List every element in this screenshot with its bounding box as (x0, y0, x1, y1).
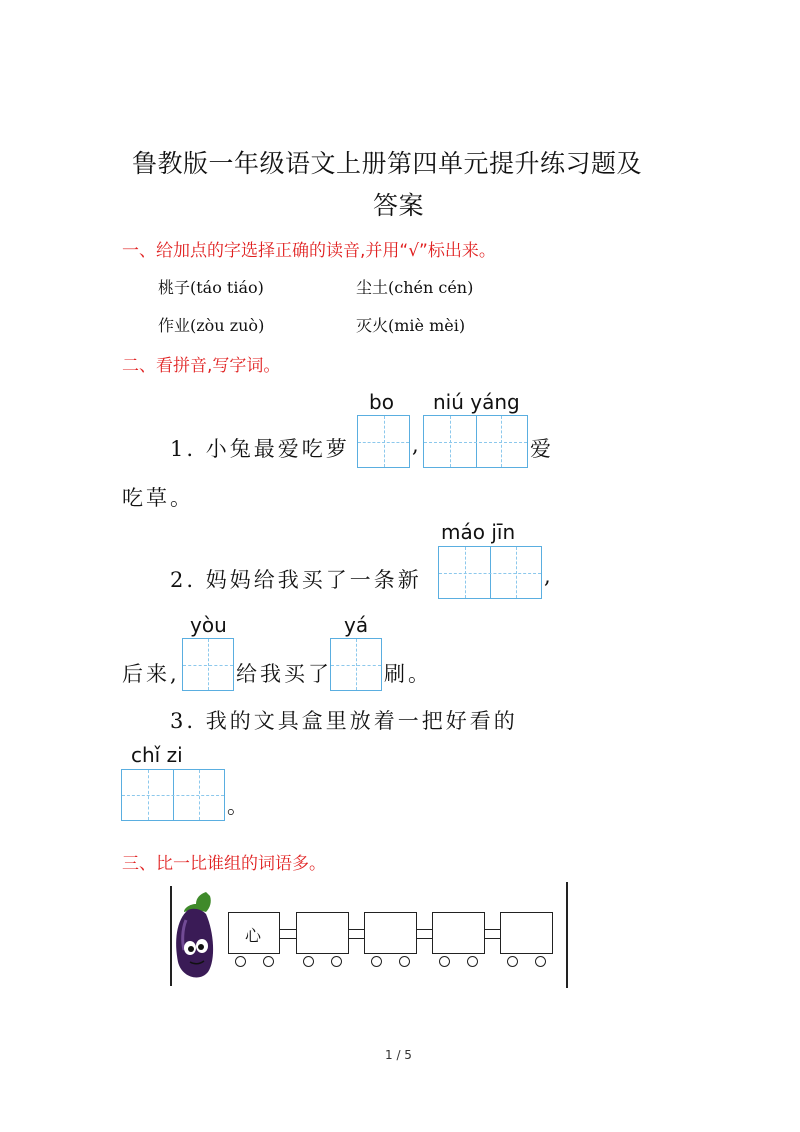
q2-writing-box-2[interactable] (182, 638, 234, 691)
q1-pinyin-niuyang: niú yáng (433, 390, 520, 414)
q1-text: 1. 小兔最爱吃萝 (170, 437, 350, 461)
section2-heading: 二、看拼音,写字词。 (122, 356, 281, 376)
train-car-1[interactable] (228, 912, 280, 954)
q1-text-after: 爱 (530, 437, 554, 461)
s1-item-3: 作业(zòu zuò) (158, 316, 265, 335)
q3-end: 。 (227, 794, 251, 818)
s1-item-1: 桃子(táo tiáo) (158, 278, 264, 297)
s1-item-2: 尘土(chén cén) (356, 278, 474, 297)
q1-pinyin-bo: bo (369, 390, 394, 414)
q2-text-line2-a: 后来, (122, 662, 180, 686)
page-number: 1 / 5 (385, 1048, 412, 1062)
q2-pinyin-maojin: máo jīn (441, 520, 516, 544)
q2-pinyin-you: yòu (190, 613, 227, 637)
q1-text-line2: 吃草。 (122, 486, 194, 510)
q2-pinyin-ya: yá (344, 613, 369, 637)
page-title-line2: 答案 (373, 191, 425, 220)
q3-text: 3. 我的文具盒里放着一把好看的 (170, 709, 518, 733)
train-car-3[interactable] (364, 912, 417, 954)
train-coupler-1 (280, 929, 296, 939)
train-car-5[interactable] (500, 912, 553, 954)
q1-writing-box-2[interactable] (423, 415, 528, 468)
train-car-1-label: 心 (245, 926, 262, 945)
section1-heading: 一、给加点的字选择正确的读音,并用“√”标出来。 (122, 241, 496, 261)
wheel-icon (535, 956, 546, 967)
page-title-line1: 鲁教版一年级语文上册第四单元提升练习题及 (132, 149, 643, 178)
q3-writing-box[interactable] (121, 769, 225, 821)
train-car-2[interactable] (296, 912, 349, 954)
wheel-icon (235, 956, 246, 967)
train-coupler-3 (417, 929, 433, 939)
wheel-icon (263, 956, 274, 967)
wheel-icon (399, 956, 410, 967)
q1-comma: , (412, 433, 422, 457)
wheel-icon (439, 956, 450, 967)
wheel-icon (303, 956, 314, 967)
wheel-icon (331, 956, 342, 967)
eggplant-image (170, 886, 220, 986)
section3-heading: 三、比一比谁组的词语多。 (122, 854, 326, 874)
q2-text: 2. 妈妈给我买了一条新 (170, 568, 422, 592)
q3-pinyin-chizi: chǐ zi (131, 743, 183, 767)
train-car-4[interactable] (432, 912, 485, 954)
wheel-icon (507, 956, 518, 967)
wheel-icon (467, 956, 478, 967)
train-coupler-2 (349, 929, 365, 939)
q2-text-line2-c: 刷。 (384, 662, 432, 686)
q1-writing-box-1[interactable] (357, 415, 410, 468)
q2-text-line2-b: 给我买了 (236, 662, 332, 686)
train-coupler-4 (485, 929, 501, 939)
q2-writing-box-1[interactable] (438, 546, 542, 599)
right-divider (566, 882, 568, 988)
s1-item-4: 灭火(miè mèi) (356, 316, 466, 335)
wheel-icon (371, 956, 382, 967)
q2-comma: , (544, 564, 554, 588)
q2-writing-box-3[interactable] (330, 638, 382, 691)
